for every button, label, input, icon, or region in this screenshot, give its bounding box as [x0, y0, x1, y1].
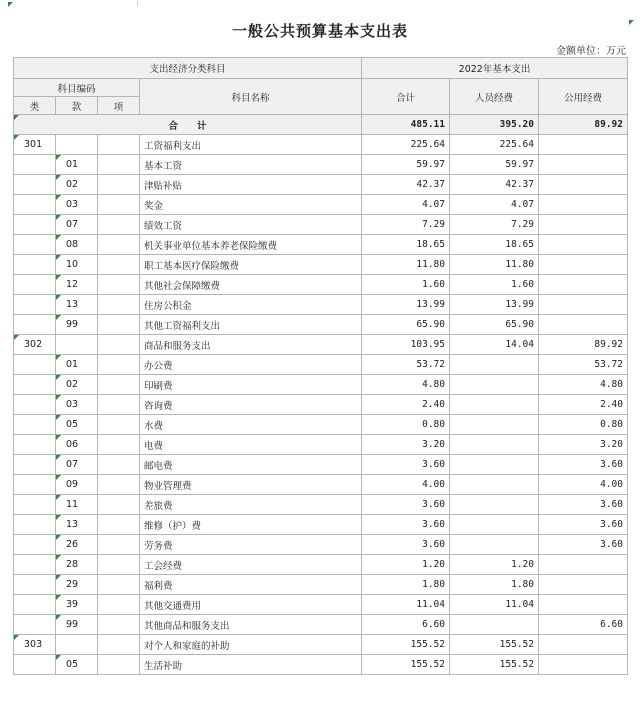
table-row — [14, 295, 628, 315]
lei-cell — [14, 355, 56, 375]
kuan-cell: 12 — [56, 275, 98, 295]
lei-cell — [14, 455, 56, 475]
lei-cell: 303 — [14, 635, 56, 655]
total-cell: 1.80 — [362, 575, 450, 595]
total-cell: 11.80 — [362, 255, 450, 275]
kuan-cell: 29 — [56, 575, 98, 595]
xiang-cell — [98, 255, 140, 275]
table-row — [14, 535, 628, 555]
year-block-header: 2022年基本支出 — [362, 58, 628, 79]
total-row — [14, 115, 628, 135]
public-cell: 0.80 — [539, 415, 628, 435]
lei-cell — [14, 395, 56, 415]
xiang-cell — [98, 495, 140, 515]
kuan-cell: 06 — [56, 435, 98, 455]
total-cell: 65.90 — [362, 315, 450, 335]
xiang-cell — [98, 235, 140, 255]
kuan-cell: 28 — [56, 555, 98, 575]
total-cell: 4.07 — [362, 195, 450, 215]
public-cell: 3.60 — [539, 455, 628, 475]
total-cell: 42.37 — [362, 175, 450, 195]
table-row — [14, 175, 628, 195]
total-cell: 3.60 — [362, 535, 450, 555]
personnel-cell: 59.97 — [450, 155, 539, 175]
public-cell — [539, 595, 628, 615]
public-cell — [539, 275, 628, 295]
lei-cell — [14, 215, 56, 235]
item-name-cell: 职工基本医疗保险缴费 — [140, 255, 362, 275]
personnel-cell: 7.29 — [450, 215, 539, 235]
table-row — [14, 315, 628, 335]
kuan-cell: 99 — [56, 615, 98, 635]
personnel-cell: 1.20 — [450, 555, 539, 575]
kuan-cell: 01 — [56, 355, 98, 375]
table-row — [14, 135, 628, 155]
personnel-cell — [450, 475, 539, 495]
header-row — [14, 58, 628, 79]
cell-marker-icon — [8, 2, 13, 7]
lei-cell — [14, 415, 56, 435]
item-name-cell: 商品和服务支出 — [140, 335, 362, 355]
public-cell: 3.60 — [539, 495, 628, 515]
divider — [137, 0, 138, 6]
personnel-cell — [450, 535, 539, 555]
item-name-cell: 其他交通费用 — [140, 595, 362, 615]
total-cell: 155.52 — [362, 635, 450, 655]
item-name-cell: 其他商品和服务支出 — [140, 615, 362, 635]
xiang-cell — [98, 355, 140, 375]
total-cell: 59.97 — [362, 155, 450, 175]
xiang-cell — [98, 515, 140, 535]
public-cell — [539, 215, 628, 235]
public-cell — [539, 295, 628, 315]
lei-cell: 302 — [14, 335, 56, 355]
header-row — [14, 79, 628, 97]
table-row — [14, 275, 628, 295]
item-name-cell: 对个人和家庭的补助 — [140, 635, 362, 655]
kuan-cell: 07 — [56, 215, 98, 235]
xiang-cell — [98, 615, 140, 635]
personnel-cell: 13.99 — [450, 295, 539, 315]
item-name-cell: 福利费 — [140, 575, 362, 595]
kuan-cell: 05 — [56, 415, 98, 435]
table-row — [14, 415, 628, 435]
personnel-cell: 42.37 — [450, 175, 539, 195]
kuan-cell: 13 — [56, 515, 98, 535]
personnel-cell — [450, 455, 539, 475]
lei-cell — [14, 375, 56, 395]
item-name-cell: 其他社会保障缴费 — [140, 275, 362, 295]
kuan-cell: 08 — [56, 235, 98, 255]
total-cell: 6.60 — [362, 615, 450, 635]
lei-cell — [14, 555, 56, 575]
xiang-cell — [98, 475, 140, 495]
table-row — [14, 335, 628, 355]
personnel-cell: 14.04 — [450, 335, 539, 355]
total-cell: 4.80 — [362, 375, 450, 395]
table-row — [14, 355, 628, 375]
total-cell: 225.64 — [362, 135, 450, 155]
lei-cell — [14, 515, 56, 535]
public-header: 公用经费 — [539, 79, 628, 115]
personnel-cell — [450, 495, 539, 515]
lei-header: 类 — [14, 97, 56, 115]
xiang-cell — [98, 275, 140, 295]
item-name-cell: 津贴补贴 — [140, 175, 362, 195]
personnel-cell — [450, 515, 539, 535]
total-personnel: 395.20 — [450, 115, 539, 135]
lei-cell — [14, 495, 56, 515]
table-row — [14, 455, 628, 475]
lei-cell — [14, 475, 56, 495]
item-name-cell: 劳务费 — [140, 535, 362, 555]
table-row — [14, 255, 628, 275]
lei-cell — [14, 235, 56, 255]
xiang-header: 项 — [98, 97, 140, 115]
xiang-cell — [98, 575, 140, 595]
kuan-cell: 03 — [56, 395, 98, 415]
public-cell: 4.00 — [539, 475, 628, 495]
xiang-cell — [98, 655, 140, 675]
total-label: 合 计 — [14, 115, 362, 135]
total-cell: 4.00 — [362, 475, 450, 495]
table-row — [14, 555, 628, 575]
table-row — [14, 595, 628, 615]
personnel-cell: 155.52 — [450, 635, 539, 655]
public-cell — [539, 655, 628, 675]
xiang-cell — [98, 315, 140, 335]
public-cell — [539, 555, 628, 575]
public-cell — [539, 195, 628, 215]
personnel-cell: 18.65 — [450, 235, 539, 255]
unit-label: 金额单位：万元 — [556, 46, 626, 57]
item-name-cell: 物业管理费 — [140, 475, 362, 495]
table-row — [14, 435, 628, 455]
lei-cell: 301 — [14, 135, 56, 155]
lei-cell — [14, 275, 56, 295]
total-cell: 3.60 — [362, 495, 450, 515]
kuan-cell — [56, 335, 98, 355]
kuan-cell — [56, 135, 98, 155]
lei-cell — [14, 655, 56, 675]
xiang-cell — [98, 635, 140, 655]
total-cell: 53.72 — [362, 355, 450, 375]
public-cell: 3.60 — [539, 515, 628, 535]
item-name-cell: 维修（护）费 — [140, 515, 362, 535]
xiang-cell — [98, 335, 140, 355]
public-cell — [539, 315, 628, 335]
kuan-cell: 13 — [56, 295, 98, 315]
xiang-cell — [98, 555, 140, 575]
kuan-cell: 10 — [56, 255, 98, 275]
item-name-cell: 机关事业单位基本养老保险缴费 — [140, 235, 362, 255]
total-cell: 1.20 — [362, 555, 450, 575]
table-row — [14, 475, 628, 495]
total-cell: 3.60 — [362, 455, 450, 475]
kuan-cell: 03 — [56, 195, 98, 215]
table-row — [14, 395, 628, 415]
personnel-cell: 155.52 — [450, 655, 539, 675]
total-public: 89.92 — [539, 115, 628, 135]
lei-cell — [14, 255, 56, 275]
total-cell: 1.60 — [362, 275, 450, 295]
total-cell: 3.20 — [362, 435, 450, 455]
kuan-cell: 26 — [56, 535, 98, 555]
total-cell: 0.80 — [362, 415, 450, 435]
total-cell: 3.60 — [362, 515, 450, 535]
xiang-cell — [98, 155, 140, 175]
table-row — [14, 575, 628, 595]
item-name-cell: 邮电费 — [140, 455, 362, 475]
xiang-cell — [98, 535, 140, 555]
personnel-cell — [450, 435, 539, 455]
table-row — [14, 635, 628, 655]
item-name-cell: 其他工资福利支出 — [140, 315, 362, 335]
name-header: 科目名称 — [140, 79, 362, 115]
item-name-cell: 办公费 — [140, 355, 362, 375]
lei-cell — [14, 315, 56, 335]
table-row — [14, 515, 628, 535]
table-row — [14, 615, 628, 635]
lei-cell — [14, 175, 56, 195]
personnel-cell: 4.07 — [450, 195, 539, 215]
personnel-cell: 1.80 — [450, 575, 539, 595]
table-row — [14, 495, 628, 515]
kuan-cell: 11 — [56, 495, 98, 515]
lei-cell — [14, 615, 56, 635]
public-cell — [539, 175, 628, 195]
table-row — [14, 375, 628, 395]
total-cell: 18.65 — [362, 235, 450, 255]
item-name-cell: 绩效工资 — [140, 215, 362, 235]
total-cell: 155.52 — [362, 655, 450, 675]
lei-cell — [14, 435, 56, 455]
table-row — [14, 195, 628, 215]
kuan-cell: 09 — [56, 475, 98, 495]
item-name-cell: 住房公积金 — [140, 295, 362, 315]
table-row — [14, 235, 628, 255]
personnel-cell: 65.90 — [450, 315, 539, 335]
personnel-cell — [450, 615, 539, 635]
total-cell: 11.04 — [362, 595, 450, 615]
personnel-cell: 1.60 — [450, 275, 539, 295]
total-cell: 7.29 — [362, 215, 450, 235]
xiang-cell — [98, 435, 140, 455]
kuan-cell — [56, 635, 98, 655]
budget-table — [13, 57, 628, 675]
xiang-cell — [98, 175, 140, 195]
kuan-cell: 01 — [56, 155, 98, 175]
table-row — [14, 215, 628, 235]
public-cell: 53.72 — [539, 355, 628, 375]
public-cell — [539, 255, 628, 275]
kuan-cell: 07 — [56, 455, 98, 475]
category-header: 支出经济分类科目 — [14, 58, 362, 79]
item-name-cell: 水费 — [140, 415, 362, 435]
personnel-cell — [450, 355, 539, 375]
kuan-cell: 39 — [56, 595, 98, 615]
item-name-cell: 电费 — [140, 435, 362, 455]
item-name-cell: 生活补助 — [140, 655, 362, 675]
public-cell — [539, 155, 628, 175]
public-cell: 2.40 — [539, 395, 628, 415]
lei-cell — [14, 155, 56, 175]
public-cell — [539, 635, 628, 655]
table-row — [14, 655, 628, 675]
item-name-cell: 咨询费 — [140, 395, 362, 415]
item-name-cell: 差旅费 — [140, 495, 362, 515]
lei-cell — [14, 535, 56, 555]
xiang-cell — [98, 395, 140, 415]
personnel-cell: 11.04 — [450, 595, 539, 615]
kuan-cell: 99 — [56, 315, 98, 335]
xiang-cell — [98, 415, 140, 435]
total-cell: 13.99 — [362, 295, 450, 315]
xiang-cell — [98, 455, 140, 475]
personnel-header: 人员经费 — [450, 79, 539, 115]
total-header: 合计 — [362, 79, 450, 115]
personnel-cell — [450, 395, 539, 415]
public-cell — [539, 575, 628, 595]
xiang-cell — [98, 135, 140, 155]
public-cell: 89.92 — [539, 335, 628, 355]
item-name-cell: 奖金 — [140, 195, 362, 215]
page-title: 一般公共预算基本支出表 — [231, 22, 408, 40]
personnel-cell — [450, 415, 539, 435]
kuan-cell: 02 — [56, 375, 98, 395]
code-group-header: 科目编码 — [14, 79, 140, 97]
total-cell: 2.40 — [362, 395, 450, 415]
public-cell: 4.80 — [539, 375, 628, 395]
xiang-cell — [98, 595, 140, 615]
personnel-cell: 11.80 — [450, 255, 539, 275]
table-row — [14, 155, 628, 175]
kuan-cell: 05 — [56, 655, 98, 675]
public-cell: 6.60 — [539, 615, 628, 635]
item-name-cell: 印刷费 — [140, 375, 362, 395]
kuan-header: 款 — [56, 97, 98, 115]
xiang-cell — [98, 215, 140, 235]
item-name-cell: 基本工资 — [140, 155, 362, 175]
personnel-cell: 225.64 — [450, 135, 539, 155]
personnel-cell — [450, 375, 539, 395]
lei-cell — [14, 295, 56, 315]
item-name-cell: 工会经费 — [140, 555, 362, 575]
total-amount: 485.11 — [362, 115, 450, 135]
public-cell — [539, 135, 628, 155]
xiang-cell — [98, 375, 140, 395]
public-cell: 3.20 — [539, 435, 628, 455]
kuan-cell: 02 — [56, 175, 98, 195]
lei-cell — [14, 195, 56, 215]
total-cell: 103.95 — [362, 335, 450, 355]
xiang-cell — [98, 195, 140, 215]
public-cell — [539, 235, 628, 255]
lei-cell — [14, 575, 56, 595]
public-cell: 3.60 — [539, 535, 628, 555]
lei-cell — [14, 595, 56, 615]
xiang-cell — [98, 295, 140, 315]
item-name-cell: 工资福利支出 — [140, 135, 362, 155]
